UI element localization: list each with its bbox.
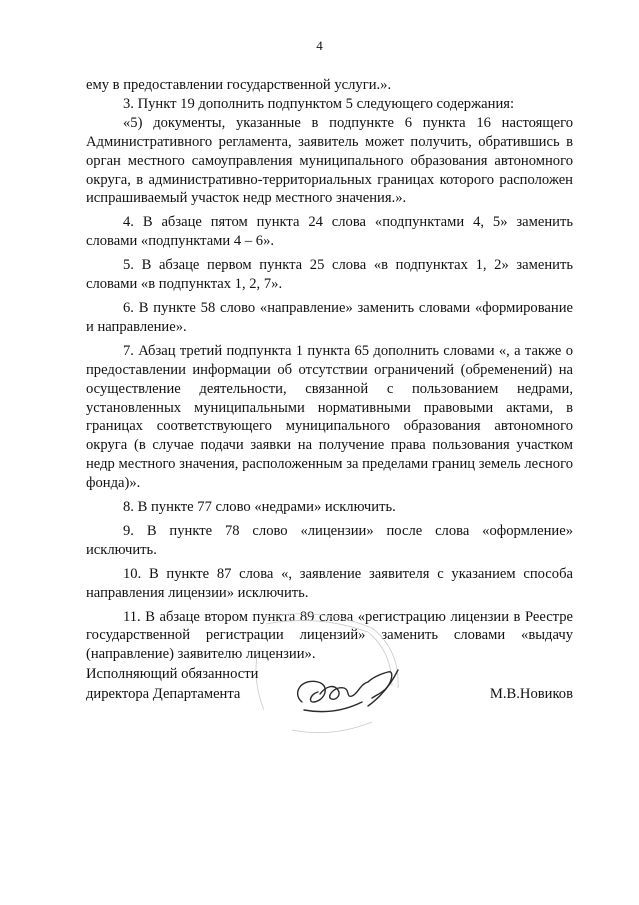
paragraph-item-6: 6. В пункте 58 слово «направление» заменить словами «формирование и направление». bbox=[86, 299, 573, 335]
page-number: 4 bbox=[316, 38, 323, 53]
signer-title-line-1: Исполняющий обязанности bbox=[86, 666, 259, 682]
signer-name: М.В.Новиков bbox=[489, 686, 573, 702]
paragraph-item-4: 4. В абзаце пятом пункта 24 слова «подпунктами 4, 5» заменить словами «подпунктами 4 – 6». bbox=[86, 214, 573, 250]
paragraph-item-7: 7. Абзац третий подпункта 1 пункта 65 дополнить словами «, а также о предоставлении информации об отсутствии ограничений (обременений) на осуществление деятельности, связанной с пользованием недрами, установленных муниципальными нормативными правовыми актами, в границах соответствующего муниципального образования автономного округа (в случае подачи заявки на получение права пользования участком недр местного значения, расположенным за пределами границ земель лесного фонда)». bbox=[86, 342, 573, 492]
paragraph-item-9: 9. В пункте 78 слово «лицензии» после слова «оформление» исключить. bbox=[86, 522, 573, 558]
paragraph-item-3: 3. Пункт 19 дополнить подпунктом 5 следующего содержания: bbox=[123, 95, 515, 112]
paragraph-item-10: 10. В пункте 87 слова «, заявление заявителя с указанием способа направления лицензии» исключить. bbox=[86, 565, 573, 601]
document-body bbox=[86, 76, 573, 664]
paragraph-item-5: 5. В абзаце первом пункта 25 слова «в подпунктах 1, 2» заменить словами «в подпунктах 1, 2, 7». bbox=[86, 257, 573, 293]
paragraph-item-3-quote: «5) документы, указанные в подпункте 6 пункта 16 настоящего Административного регламента, заявитель может получить, обратившись в орган местного самоуправления муниципального образования автономного округа, в административно-территориальных границах которого расположен испрашиваемый участок недр местного значения.». bbox=[86, 114, 573, 207]
signer-title-line-2: директора Департамента bbox=[86, 686, 241, 702]
paragraph-item-11: 11. В абзаце втором пункта 89 слова «регистрацию лицензии в Реестре государственной регистрации лицензий» заменить словами «выдачу (направление) заявителю лицензии». bbox=[86, 608, 573, 663]
paragraph-item-8: 8. В пункте 77 слово «недрами» исключить. bbox=[123, 499, 396, 516]
paragraph-continuation: ему в предоставлении государственной услуги.». bbox=[86, 77, 392, 93]
